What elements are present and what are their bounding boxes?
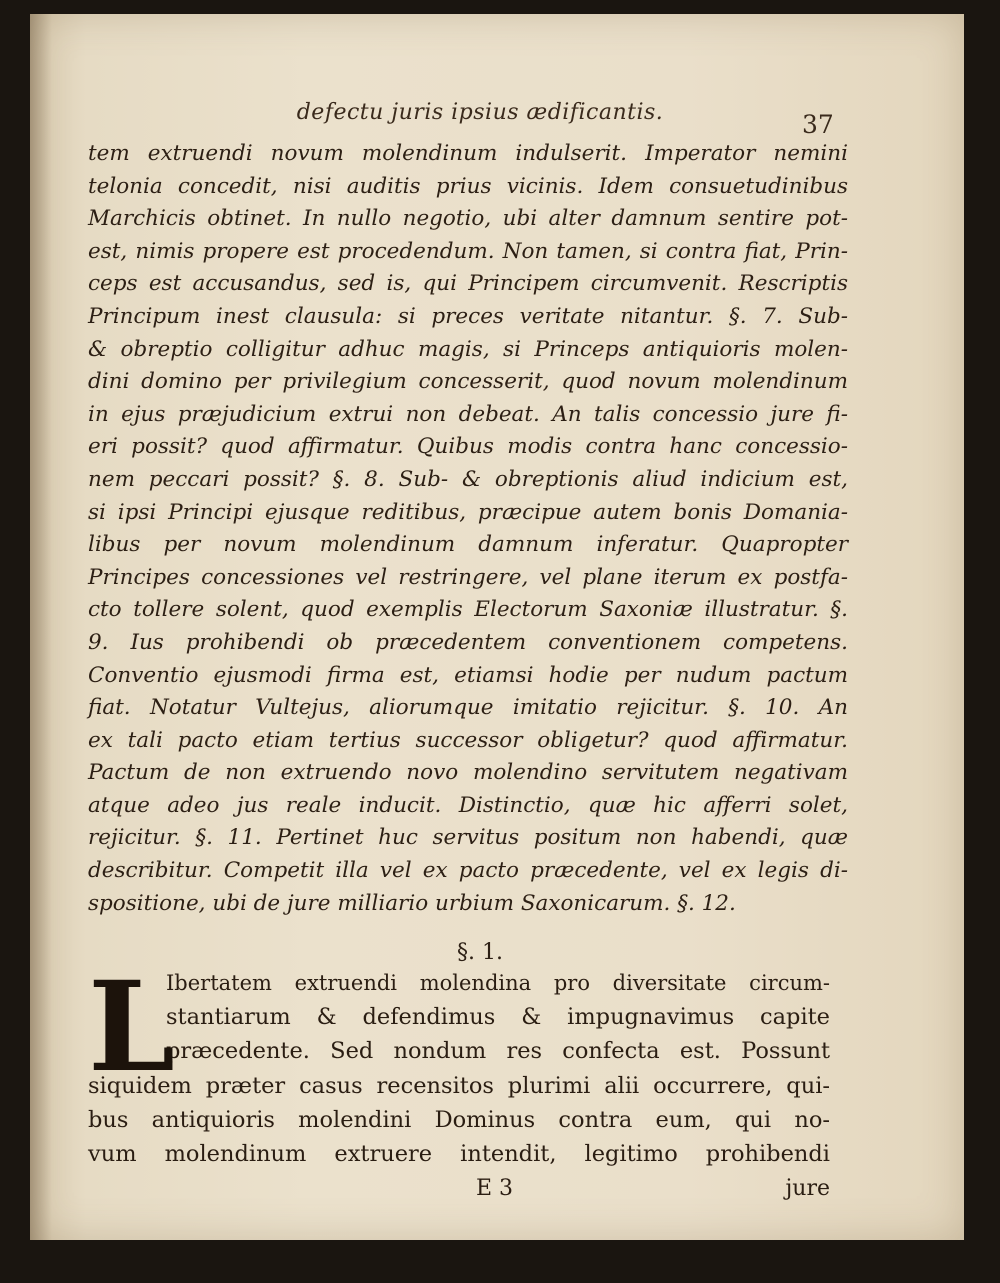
summary-line: describitur. Competit illa vel ex pacto præcedente, vel ex legis di- <box>88 858 848 884</box>
summary-line: 9. Ius prohibendi ob præcedentem conventionem competens. <box>88 629 848 655</box>
summary-line: rejicitur. §. 11. Pertinet huc servitus positum non habendi, quæ <box>88 825 848 851</box>
summary-line: ceps est accusandus, sed is, qui Principem circumvenit. Rescriptis <box>88 271 848 297</box>
running-head: defectu juris ipsius ædificantis. <box>296 100 664 125</box>
summary-line: Principum inest clausula: si preces veritate nitantur. §. 7. Sub- <box>88 303 848 329</box>
body-line: vum molendinum extruere intendit, legitimo prohibendi <box>88 1141 830 1168</box>
book-page <box>30 14 964 1240</box>
summary-line: telonia concedit, nisi auditis prius vicinis. Idem consuetudinibus <box>88 173 848 199</box>
summary-line: Principes concessiones vel restringere, vel plane iterum ex postfa- <box>88 564 848 590</box>
body-line: stantiarum & defendimus & impugnavimus capite <box>166 1004 830 1031</box>
summary-line: libus per novum molendinum damnum inferatur. Quapropter <box>88 532 848 558</box>
summary-line: ex tali pacto etiam tertius successor obligetur? quod affirmatur. <box>88 727 848 753</box>
section-heading: §. 1. <box>457 940 503 965</box>
summary-line: spositione, ubi de jure milliario urbium Saxonicarum. §. 12. <box>88 890 736 916</box>
summary-line: eri possit? quod affirmatur. Quibus modis contra hanc concessio- <box>88 434 848 460</box>
summary-line: est, nimis propere est procedendum. Non tamen, si contra fiat, Prin- <box>88 238 848 264</box>
body-line: bus antiquioris molendini Dominus contra eum, qui no- <box>88 1106 830 1133</box>
body-line: Ibertatem extruendi molendina pro diversitate circum- <box>166 971 830 995</box>
summary-line: Conventio ejusmodi firma est, etiamsi hodie per nudum pactum <box>88 662 848 688</box>
summary-line: fiat. Notatur Vultejus, aliorumque imitatio rejicitur. §. 10. An <box>88 695 848 721</box>
summary-line: dini domino per privilegium concesserit, quod novum molendinum <box>88 369 848 395</box>
summary-line: tem extruendi novum molendinum indulserit. Imperator nemini <box>88 141 848 166</box>
page-number: 37 <box>802 110 834 139</box>
catchword: jure <box>785 1176 830 1201</box>
page-gutter-shadow <box>30 14 52 1240</box>
summary-line: in ejus præjudicium extrui non debeat. An talis concessio jure fi- <box>88 401 848 427</box>
body-text <box>88 955 830 1171</box>
body-line: præcedente. Sed nondum res confecta est. Possunt <box>166 1038 830 1065</box>
summary-line: Pactum de non extruendo novo molendino servitutem negativam <box>88 760 848 786</box>
page-footer <box>88 1176 830 1206</box>
drop-cap-initial: L <box>88 955 176 1100</box>
summary-line: nem peccari possit? §. 8. Sub- & obreptionis aliud indicium est, <box>88 466 848 492</box>
summary-line: atque adeo jus reale inducit. Distinctio, quæ hic afferri solet, <box>88 792 848 818</box>
summary-line: cto tollere solent, quod exemplis Electorum Saxoniæ illustratur. §. <box>88 597 848 623</box>
body-line: siquidem præter casus recensitos plurimi alii occurrere, qui- <box>88 1072 830 1099</box>
summary-line: si ipsi Principi ejusque reditibus, præcipue autem bonis Domania- <box>88 499 848 525</box>
signature-mark: E 3 <box>476 1176 514 1201</box>
summary-line: & obreptio colligitur adhuc magis, si Princeps antiquioris molen- <box>88 336 848 362</box>
summary-line: Marchicis obtinet. In nullo negotio, ubi alter damnum sentire pot- <box>88 206 848 232</box>
chapter-summary <box>88 138 848 920</box>
